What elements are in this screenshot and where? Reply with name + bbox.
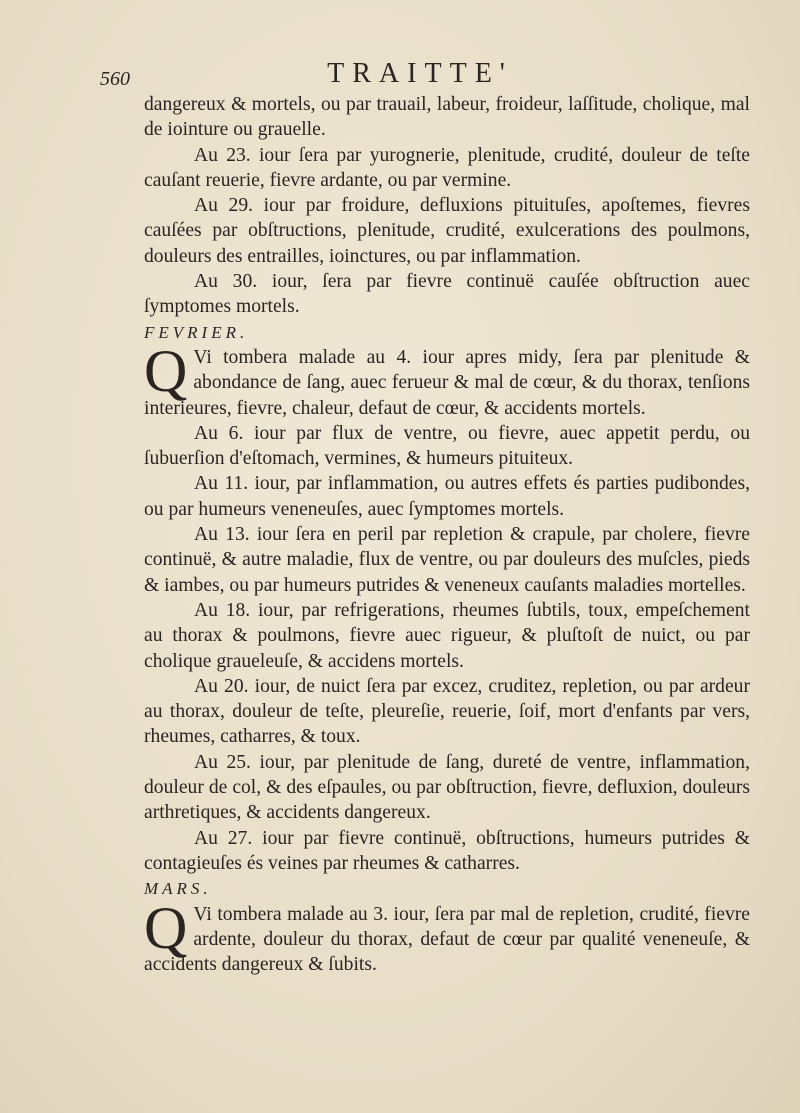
drop-cap: Q	[144, 894, 188, 961]
page-number: 560	[100, 68, 130, 90]
paragraph: Au 29. iour par froidure, defluxions pituituſes, apoſtemes, fievres cauſées par obſtructions, plenitude, crudité, exulcerations des poulmons, douleurs des entrailles, ioinctures, ou par inflammation.	[144, 195, 750, 267]
month-first-paragraph	[144, 894, 750, 978]
paragraph-text: Vi tombera malade au 3. iour, ſera par mal de repletion, crudité, fievre ardente, douleur du thorax, defaut de cœur par qualité veneneuſe, & accidents dangereux & ſubits.	[144, 903, 750, 976]
running-title: TRAITTE'	[327, 58, 513, 89]
paragraph: Au 25. iour, par plenitude de ſang, dureté de ventre, inflammation, douleur de col, & des eſpaules, ou par obſtruction, fievre, defluxion, douleurs arthretiques, & accidents dangereux.	[144, 751, 750, 824]
paragraph: Au 11. iour, par inflammation, ou autres effets és parties pudibondes, ou par humeurs veneneuſes, auec ſymptomes mortels.	[144, 473, 750, 520]
paragraph: Au 23. iour ſera par yurognerie, plenitude, crudité, douleur de teſte cauſant reuerie, fievre ardante, ou par vermine.	[144, 144, 750, 191]
page-body	[144, 92, 750, 977]
page-header	[100, 58, 740, 94]
paragraph-text: Vi tombera malade au 4. iour apres midy, ſera par plenitude & abondance de ſang, auec ferueur & mal de cœur, & du thorax, tenſions interieures, fievre, chaleur, defaut de cœur, & accidents mortels.	[144, 346, 750, 419]
paragraph: Au 30. iour, ſera par fievre continuë cauſée obſtruction auec ſymptomes mortels.	[144, 271, 750, 318]
month-heading-mars: MARS.	[144, 879, 212, 899]
paragraph: Au 18. iour, par refrigerations, rheumes ſubtils, toux, empeſchement au thorax & poulmons, fievre auec rigueur, & pluſtoſt de nuict, ou par cholique graueleuſe, & accidens mortels.	[144, 599, 750, 672]
paragraph: Au 6. iour par flux de ventre, ou fievre, auec appetit perdu, ou ſubuerſion d'eſtomach, vermines, & humeurs pituiteux.	[144, 422, 750, 470]
paragraph: dangereux & mortels, ou par trauail, labeur, froideur, laſſitude, cholique, mal de iointure ou grauelle.	[144, 94, 750, 141]
month-heading-fevrier: FEVRIER.	[144, 322, 249, 342]
paragraph: Au 27. iour par fievre continuë, obſtructions, humeurs putrides & contagieuſes és veines par rheumes & catharres.	[144, 827, 750, 874]
paragraph: Au 13. iour ſera en peril par repletion & crapule, par cholere, fievre continuë, & autre maladie, flux de ventre, ou par douleurs des muſcles, pieds & iambes, ou par humeurs putrides & veneneux cauſants maladies mortelles.	[144, 524, 750, 596]
drop-cap: Q	[144, 337, 188, 404]
paragraph: Au 20. iour, de nuict ſera par excez, cruditez, repletion, ou par ardeur au thorax, douleur de teſte, pleureſie, reuerie, ſoif, mort d'enfants par vers, rheumes, catharres, & toux.	[144, 675, 750, 748]
month-first-paragraph	[144, 337, 750, 421]
